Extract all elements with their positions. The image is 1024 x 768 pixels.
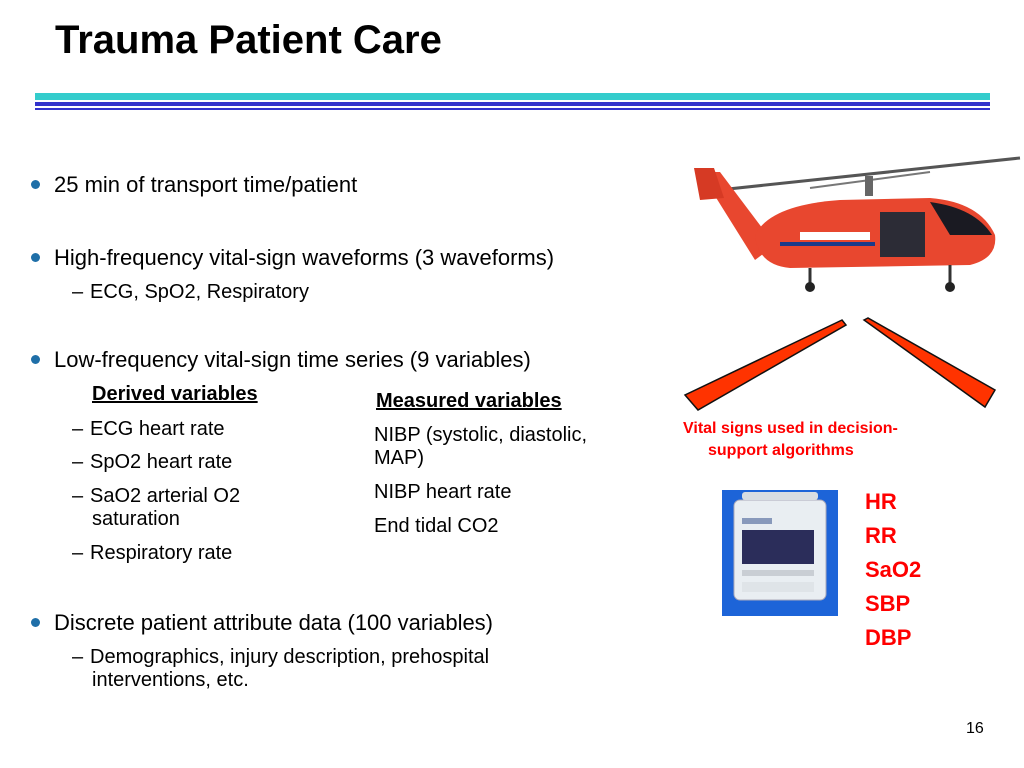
dash-marker: –	[72, 281, 84, 303]
arrow-beams	[680, 315, 1000, 415]
wheel	[945, 282, 955, 292]
vital-sao2: SaO2	[865, 557, 922, 582]
vital-sbp: SBP	[865, 591, 911, 616]
derived-item	[72, 418, 225, 441]
dash-marker: –	[72, 646, 84, 668]
bullet-dot	[31, 618, 40, 627]
monitor-buttons	[742, 570, 814, 576]
wheel	[805, 282, 815, 292]
title-rule-blue-thick	[35, 102, 990, 106]
bullet-low-frequency: Low-frequency vital-sign time series (9 variables)	[54, 347, 531, 372]
sub-bullet-waveforms	[72, 281, 309, 304]
bullet-dot	[31, 253, 40, 262]
bullet-dot	[31, 180, 40, 189]
derived-ecg-hr: ECG heart rate	[90, 418, 225, 440]
derived-item	[72, 542, 232, 565]
beam-right	[864, 318, 995, 407]
derived-item	[72, 485, 240, 508]
dash-marker: –	[72, 451, 84, 473]
bullet-transport-time: 25 min of transport time/patient	[54, 172, 358, 197]
patient-monitor-image	[722, 490, 838, 616]
measured-header: Measured variables	[376, 390, 562, 412]
dash-marker: –	[72, 485, 84, 507]
derived-item-continuation: saturation	[92, 508, 180, 530]
monitor-screen	[742, 530, 814, 564]
waveforms-text: ECG, SpO2, Respiratory	[90, 281, 309, 303]
body-stripe-blue	[780, 242, 875, 246]
vital-signs-list	[865, 485, 921, 655]
slide-title: Trauma Patient Care	[55, 18, 442, 62]
measured-nibp-hr: NIBP heart rate	[374, 481, 512, 503]
beam-left	[685, 320, 846, 410]
callout-line2: support algorithms	[708, 442, 854, 459]
callout-line1: Vital signs used in decision-	[683, 420, 898, 437]
dash-marker: –	[72, 542, 84, 564]
page-number: 16	[966, 720, 984, 737]
bullet-discrete-attributes: Discrete patient attribute data (100 variables)	[54, 610, 494, 635]
title-rule-cyan	[35, 93, 990, 100]
measured-nibp-line2: MAP)	[374, 447, 424, 469]
rotor-blade	[700, 158, 1020, 192]
vital-hr: HR	[865, 489, 897, 514]
monitor-label	[742, 518, 772, 524]
monitor-handle	[742, 492, 818, 500]
derived-header: Derived variables	[92, 383, 258, 405]
measured-etco2: End tidal CO2	[374, 515, 499, 537]
derived-spo2-hr: SpO2 heart rate	[90, 451, 233, 473]
sub-bullet-demographics	[72, 646, 489, 669]
bullet-high-frequency: High-frequency vital-sign waveforms (3 waveforms)	[54, 245, 555, 270]
derived-resp-rate: Respiratory rate	[90, 542, 233, 564]
demographics-text: Demographics, injury description, prehospital	[90, 646, 490, 668]
vital-rr: RR	[865, 523, 897, 548]
body-stripe	[800, 232, 870, 240]
derived-sao2: SaO2 arterial O2	[90, 485, 241, 507]
title-rule-blue-thin	[35, 108, 990, 110]
measured-nibp-line1: NIBP (systolic, diastolic,	[374, 424, 588, 446]
derived-item	[72, 451, 232, 474]
monitor-base	[742, 582, 814, 592]
rotor-mast	[865, 176, 873, 196]
demographics-continuation: interventions, etc.	[92, 669, 249, 691]
dash-marker: –	[72, 418, 84, 440]
helicopter-image	[680, 150, 1024, 300]
vital-dbp: DBP	[865, 625, 912, 650]
cabin-door	[880, 212, 925, 257]
bullet-dot	[31, 355, 40, 364]
